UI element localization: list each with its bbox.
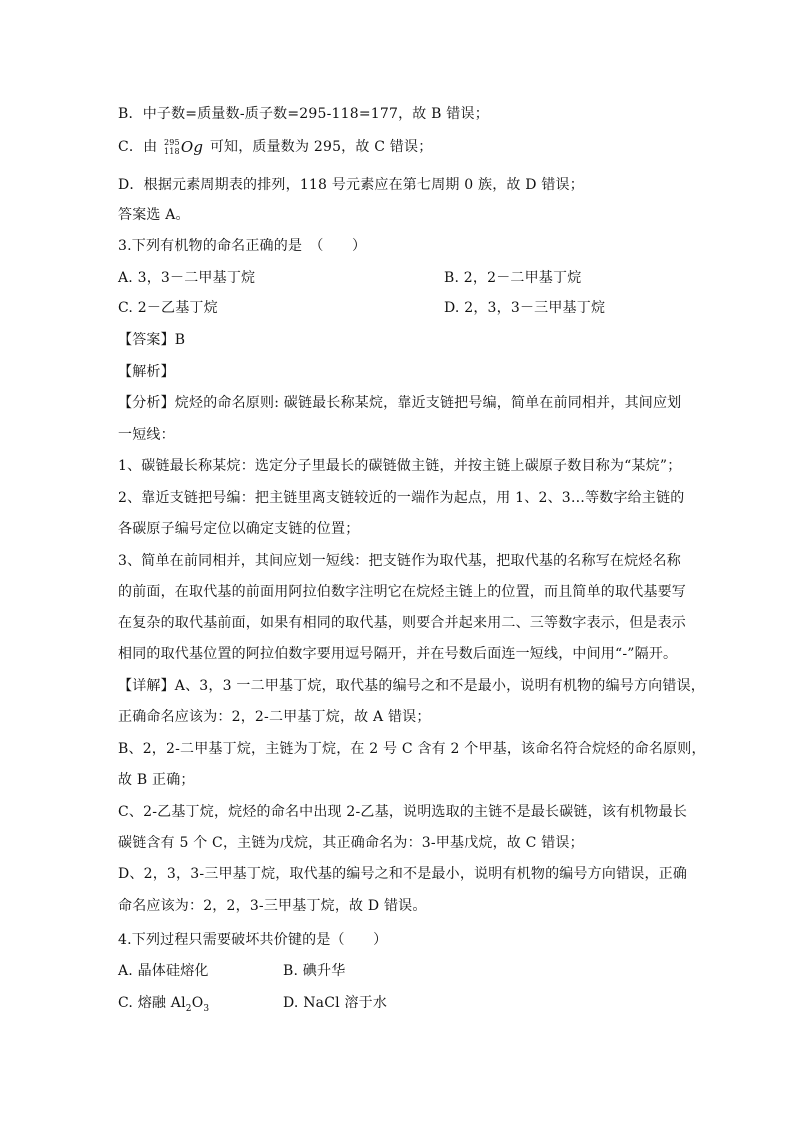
question-3: 3.下列有机物的命名正确的是 （ ）	[118, 238, 367, 254]
option-b-explanation: B．中子数=质量数-质子数=295-118=177，故 B 错误；	[118, 106, 489, 122]
q4-option-c-subscript-1: 2	[185, 1003, 192, 1014]
detail-c-line-1: C、2-乙基丁烷，烷烃的命名中出现 2-乙基，说明选取的主链不是最长碳链，该有机物最长	[118, 804, 688, 820]
q4-option-c-oxygen: O	[191, 995, 204, 1011]
detail-b-line-2: 故 B 正确；	[118, 772, 195, 788]
option-c-suffix: 可知，质量数为 295，故 C 错误；	[209, 139, 433, 155]
analysis-label: 【解析】	[118, 364, 175, 380]
option-c-prefix: C．由	[118, 139, 158, 155]
detail-b-line-1: B、2，2-二甲基丁烷，主链为丁烷，在 2 号 C 含有 2 个甲基，该命名符合烷烃的命名原则，	[118, 741, 706, 757]
question-4: 4.下列过程只需要破坏共价键的是（ ）	[118, 932, 388, 948]
isotope-notation	[164, 137, 203, 157]
rule-2-line-1: 2、靠近支链把号编：把主链里离支链较近的一端作为起点，用 1、2、3…等数字给主链的	[118, 490, 685, 506]
rule-2-line-2: 各碳原子编号定位以确定支链的位置；	[118, 521, 360, 537]
q3-option-d: D. 2，3，3－三甲基丁烷	[444, 300, 606, 316]
q4-option-b: B. 碘升华	[283, 963, 346, 979]
option-c-explanation	[118, 137, 676, 157]
detail-d-line-1: D、2，3，3-三甲基丁烷，取代基的编号之和不是最小，说明有机物的编号方向错误，正确	[118, 866, 688, 882]
answer-line-a: 答案选 A。	[118, 207, 190, 223]
answer-label: 【答案】B	[118, 332, 186, 348]
option-d-explanation: D．根据元素周期表的排列，118 号元素应在第七周期 0 族，故 D 错误；	[118, 177, 584, 193]
isotope-mass-number: 295	[163, 138, 180, 147]
q3-option-c: C. 2－乙基丁烷	[118, 300, 218, 316]
detail-d-line-2: 命名应该为：2，2，3-三甲基丁烷，故 D 错误。	[118, 898, 427, 914]
rule-3-line-4: 相同的取代基位置的阿拉伯数字要用逗号隔开，并在号数后面连一短线，中间用“-”隔开。	[118, 646, 678, 662]
rule-3-line-1: 3、简单在前同相并，其间应划一短线：把支链作为取代基，把取代基的名称写在烷烃名称	[118, 553, 681, 569]
analysis-line-1: 【分析】烷烃的命名原则: 碳链最长称某烷，靠近支链把号编，简单在前同相并，其间应划	[118, 395, 682, 411]
detail-c-line-2: 碳链含有 5 个 C，主链为戊烷，其正确命名为：3-甲基戊烷，故 C 错误；	[118, 835, 584, 851]
q3-option-b: B. 2，2－二甲基丁烷	[444, 270, 582, 286]
detail-a-line-1: 【详解】A、3，3 一二甲基丁烷，取代基的编号之和不是最小，说明有机物的编号方向错误，	[118, 678, 705, 694]
q4-option-a: A. 晶体硅熔化	[118, 963, 209, 979]
isotope-atomic-number: 118	[163, 147, 180, 156]
detail-a-line-2: 正确命名应该为：2，2-二甲基丁烷，故 A 错误；	[118, 709, 431, 725]
q4-option-c	[118, 993, 209, 1019]
rule-3-line-2: 的前面，在取代基的前面用阿拉伯数字注明它在烷烃主链上的位置，而且简单的取代基要写	[118, 584, 686, 600]
q4-option-c-text: C. 熔融 Al	[118, 995, 186, 1011]
analysis-line-2: 一短线：	[118, 427, 175, 443]
q3-option-a: A. 3，3－二甲基丁烷	[118, 270, 256, 286]
rule-3-line-3: 在复杂的取代基前面，如果有相同的取代基，则要合并起来用二、三等数字表示，但是表示	[118, 615, 686, 631]
isotope-symbol: Og	[180, 138, 204, 156]
q4-option-d: D. NaCl 溶于水	[283, 995, 388, 1011]
q4-option-c-subscript-2: 3	[203, 1003, 210, 1014]
rule-1: 1、碳链最长称某烷：选定分子里最长的碳链做主链，并按主链上碳原子数目称为“某烷”；	[118, 458, 682, 474]
